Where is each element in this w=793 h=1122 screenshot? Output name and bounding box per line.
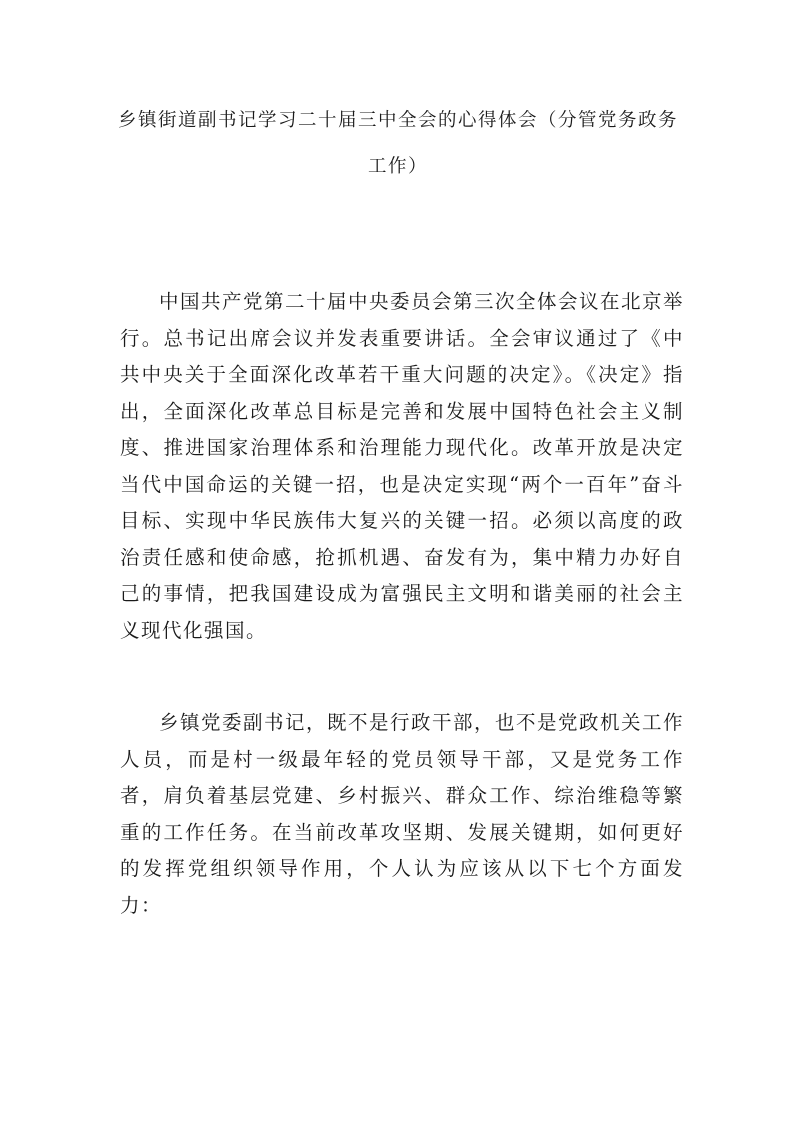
paragraph-role: 乡镇党委副书记，既不是行政干部，也不是党政机关工作人员，而是村一级最年轻的党员领导干部，又是党务工作者，肩负着基层党建、乡村振兴、群众工作、综治维稳等繁重的工作任务。在当前改革攻坚期、发展关键期，如何更好的发挥党组织领导作用，个人认为应该从以下七个方面发力： bbox=[120, 711, 685, 917]
document-title: 乡镇街道副书记学习二十届三中全会的心得体会（分管党务政务工作） bbox=[117, 110, 678, 177]
paragraph-intro: 中国共产党第二十届中央委员会第三次全体会议在北京举行。总书记出席会议并发表重要讲话。全会审议通过了《中共中央关于全面深化改革若干重大问题的决定》。《决定》指出，全面深化改革总目标是完善和发展中国特色社会主义制度、推进国家治理体系和治理能力现代化。改革开放是决定当代中国命运的关键一招，也是决定实现“两个一百年”奋斗目标、实现中华民族伟大复兴的关键一招。必须以高度的政治责任感和使命感，抢抓机遇、奋发有为，集中精力办好自己的事情，把我国建设成为富强民主文明和谐美丽的社会主义现代化强国。 bbox=[120, 290, 685, 642]
